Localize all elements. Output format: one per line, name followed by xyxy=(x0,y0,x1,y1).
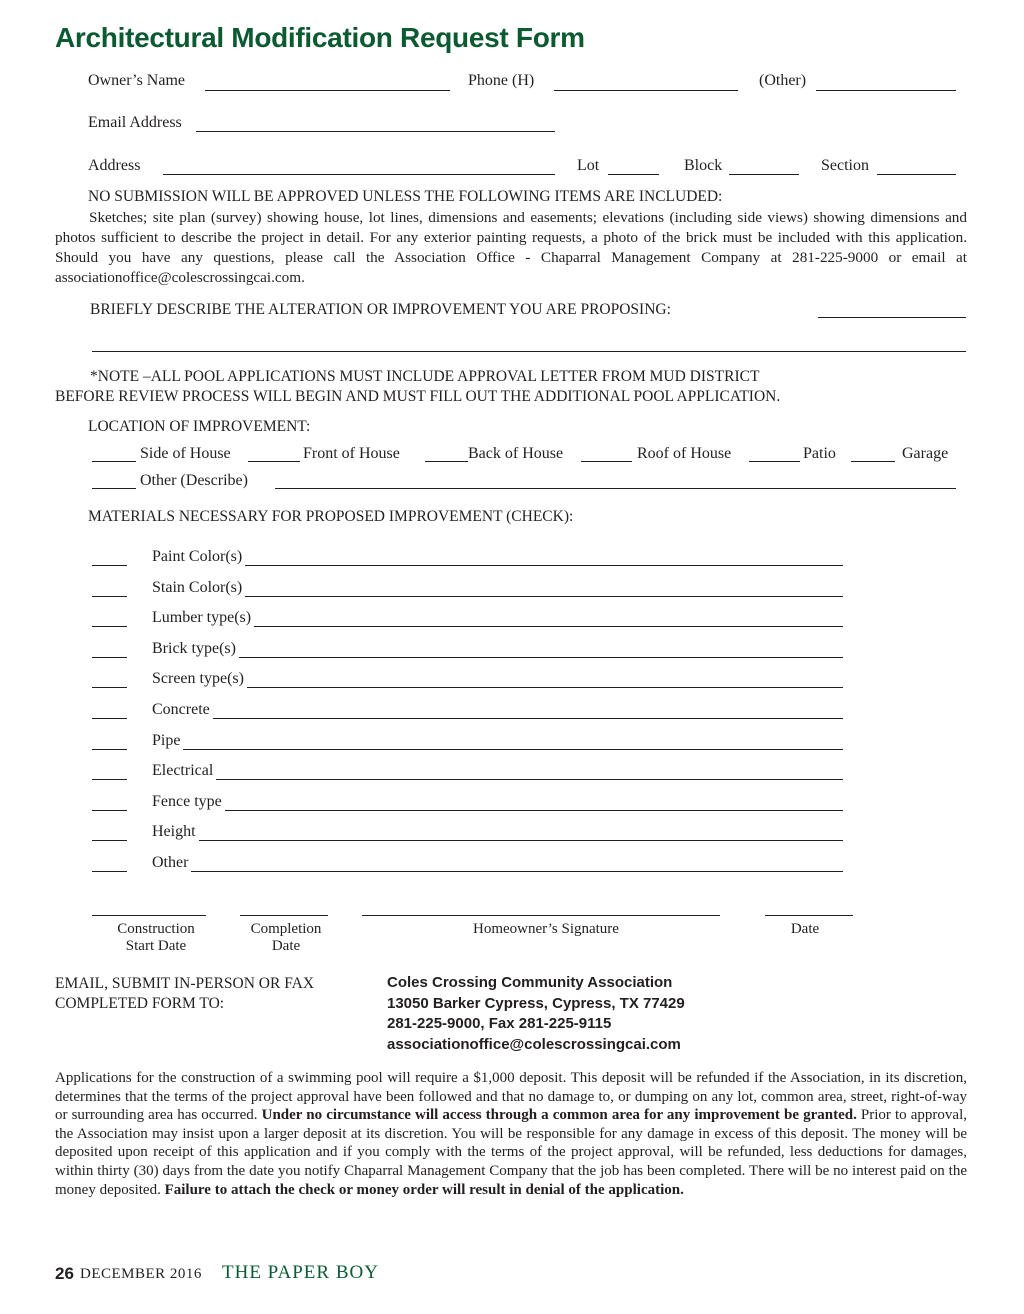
material-check-blank[interactable] xyxy=(92,596,127,597)
section-label: Section xyxy=(821,157,869,174)
material-field[interactable] xyxy=(245,596,843,597)
page-number: 26 xyxy=(55,1264,74,1283)
material-field[interactable] xyxy=(245,565,843,566)
phone-other-field[interactable] xyxy=(816,90,956,91)
material-field[interactable] xyxy=(216,779,843,780)
location-other-field[interactable] xyxy=(275,488,956,489)
materials-heading: MATERIALS NECESSARY FOR PROPOSED IMPROVEMENT (CHECK): xyxy=(88,508,574,525)
location-front-blank[interactable] xyxy=(248,461,300,462)
material-field[interactable] xyxy=(183,749,843,750)
material-field[interactable] xyxy=(199,840,843,841)
material-check-blank[interactable] xyxy=(92,657,127,658)
describe-label: BRIEFLY DESCRIBE THE ALTERATION OR IMPROVEMENT YOU ARE PROPOSING: xyxy=(90,301,671,318)
association-contact-block xyxy=(387,973,685,1055)
location-patio-blank[interactable] xyxy=(749,461,800,462)
material-label: Concrete xyxy=(152,701,210,718)
location-roof-label: Roof of House xyxy=(637,445,732,462)
lot-field[interactable] xyxy=(608,174,659,175)
material-label: Screen type(s) xyxy=(152,670,244,688)
material-field[interactable] xyxy=(225,810,843,811)
location-roof-blank[interactable] xyxy=(581,461,632,462)
owners-name-label: Owner’s Name xyxy=(88,72,186,89)
material-check-blank[interactable] xyxy=(92,840,127,841)
block-field[interactable] xyxy=(729,174,799,175)
material-field[interactable] xyxy=(213,718,843,719)
homeowner-signature-field[interactable] xyxy=(362,915,720,916)
material-label: Paint Color(s) xyxy=(152,548,243,565)
association-name: Coles Crossing Community Association xyxy=(387,974,673,991)
material-label: Stain Color(s) xyxy=(152,578,243,596)
location-side-blank[interactable] xyxy=(92,461,136,462)
lot-label: Lot xyxy=(577,157,600,174)
section-field[interactable] xyxy=(877,174,956,175)
phone-h-label: Phone (H) xyxy=(468,72,535,89)
location-garage-label: Garage xyxy=(902,445,949,462)
material-field[interactable] xyxy=(247,687,843,688)
phone-other-label: (Other) xyxy=(759,72,807,89)
location-patio-label: Patio xyxy=(803,445,836,462)
material-check-blank[interactable] xyxy=(92,871,127,872)
material-check-blank[interactable] xyxy=(92,749,127,750)
material-check-blank[interactable] xyxy=(92,626,127,627)
describe-field-line-1[interactable] xyxy=(818,317,966,318)
location-back-blank[interactable] xyxy=(425,461,468,462)
material-label: Height xyxy=(152,823,196,841)
pool-note-line-2: BEFORE REVIEW PROCESS WILL BEGIN AND MUST FILL OUT THE ADDITIONAL POOL APPLICATION. xyxy=(55,388,781,405)
material-check-blank[interactable] xyxy=(92,565,127,566)
material-label: Other xyxy=(152,854,189,871)
deposit-terms: Applications for the construction of a swimming pool will require a $1,000 deposit. This deposit will be refunded if the Association, in its discretion, determines that the terms of the project approval have been followed and that no damage to, or dumping on any lot, common area, street, right-of-way or surrounding area has occurred. Under no circumstance will access through a common area for any improvement be granted. Prior to approval, the Association may insist upon a larger deposit at its discretion. You will be responsible for any damage in excess of this deposit. The money will be deposited upon receipt of this application and if you comply with the terms of the project approval, will be refunded, less deductions for damages, within thirty (30) days from the date you notify Chaparral Management Company that the job has been completed. There will be no interest paid on the money deposited. Failure to attach the check or money order will result in denial of the application. xyxy=(55,1070,967,1198)
requirements-body: Sketches; site plan (survey) showing house, lot lines, dimensions and easements; elevations (including side views) showing dimensions and photos sufficient to describe the project in detail. For any exterior painting requests, a photo of the brick must be included with this application. Should you have any questions, please call the Association Office - Chaparral Management Company at 281-225-9000 or email at associationoffice@colescrossingcai.com. xyxy=(55,209,967,286)
association-address: 13050 Barker Cypress, Cypress, TX 77429 xyxy=(387,994,685,1012)
material-field[interactable] xyxy=(239,657,843,658)
phone-h-field[interactable] xyxy=(554,90,738,91)
issue-date: DECEMBER 2016 xyxy=(80,1266,202,1282)
publication-name: THE PAPER BOY xyxy=(222,1262,379,1283)
address-field[interactable] xyxy=(163,174,555,175)
pool-note-line-1: *NOTE –ALL POOL APPLICATIONS MUST INCLUDE APPROVAL LETTER FROM MUD DISTRICT xyxy=(90,368,760,385)
construction-start-date-field[interactable] xyxy=(92,915,206,916)
material-check-blank[interactable] xyxy=(92,779,127,780)
material-field[interactable] xyxy=(254,626,843,627)
homeowner-signature-label: Homeowner’s Signature xyxy=(473,921,619,937)
material-label: Pipe xyxy=(152,731,181,749)
completion-date-label: Completion Date xyxy=(250,921,322,954)
material-field[interactable] xyxy=(191,871,843,872)
page-title: Architectural Modification Request Form xyxy=(55,22,585,53)
material-label: Fence type xyxy=(152,792,222,810)
material-check-blank[interactable] xyxy=(92,687,127,688)
material-check-blank[interactable] xyxy=(92,718,127,719)
construction-start-date-label: Construction Start Date xyxy=(117,921,195,954)
completion-date-field[interactable] xyxy=(240,915,328,916)
location-other-blank[interactable] xyxy=(92,488,136,489)
describe-field-line-2[interactable] xyxy=(92,351,966,352)
signature-date-field[interactable] xyxy=(765,915,853,916)
email-field[interactable] xyxy=(196,131,555,132)
association-email[interactable]: associationoffice@colescrossingcai.com xyxy=(387,1035,681,1053)
email-label: Email Address xyxy=(88,114,182,131)
location-front-label: Front of House xyxy=(303,445,400,462)
material-label: Electrical xyxy=(152,762,214,780)
submit-instructions: EMAIL, SUBMIT IN-PERSON OR FAX COMPLETED FORM TO: xyxy=(55,975,315,1012)
owners-name-field[interactable] xyxy=(205,90,450,91)
material-label: Brick type(s) xyxy=(152,639,236,657)
location-other-label: Other (Describe) xyxy=(140,472,248,489)
association-phone-fax: 281-225-9000, Fax 281-225-9115 xyxy=(387,1015,612,1032)
block-label: Block xyxy=(684,157,723,174)
material-check-blank[interactable] xyxy=(92,810,127,811)
requirements-heading: NO SUBMISSION WILL BE APPROVED UNLESS THE FOLLOWING ITEMS ARE INCLUDED: xyxy=(88,188,723,205)
signature-date-label: Date xyxy=(790,921,820,937)
material-label: Lumber type(s) xyxy=(152,609,252,627)
location-back-label: Back of House xyxy=(468,445,564,462)
address-label: Address xyxy=(88,157,141,174)
location-garage-blank[interactable] xyxy=(851,461,895,462)
location-side-label: Side of House xyxy=(140,445,231,462)
location-heading: LOCATION OF IMPROVEMENT: xyxy=(88,418,311,435)
